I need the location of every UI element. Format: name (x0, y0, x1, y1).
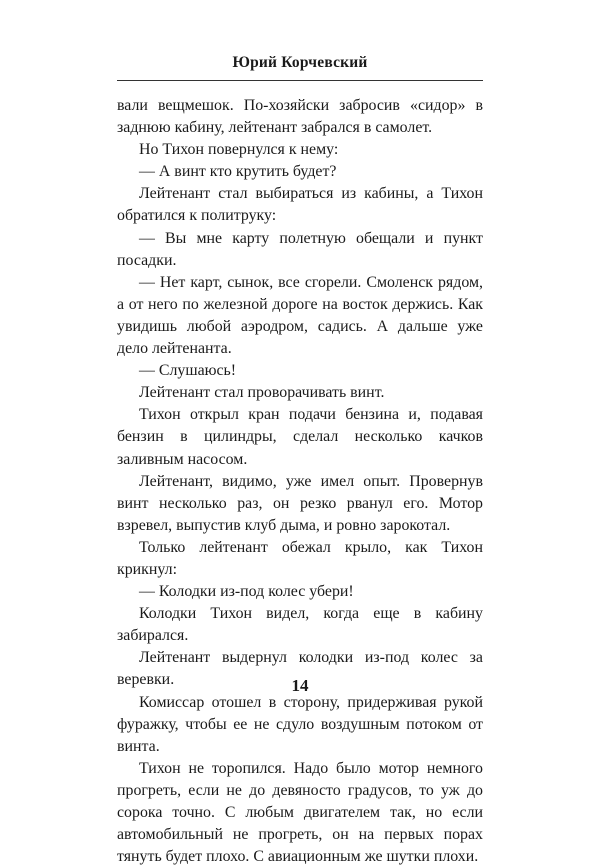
paragraph: — Слушаюсь! (139, 362, 237, 380)
paragraph: Тихон не торопился. Надо было мотор немного прогреть, если не до девяносто градусов, то уж до сорока точно. С любым двигателем так, но если автомобильный не прогреть, он на первых порах тянуть будет плохо. С авиационным же шутки плохи. (117, 759, 483, 866)
paragraph: Лейтенант выдернул колодки из-под колес за веревки. (117, 649, 483, 689)
paragraph: Но Тихон повернулся к нему: (139, 141, 339, 159)
paragraph: Тихон открыл кран подачи бензина и, подавая бензин в цилиндры, сделал несколько качков заливным насосом. (117, 406, 483, 468)
paragraph: Только лейтенант обежал крыло, как Тихон крикнул: (117, 538, 483, 578)
page-number: 14 (291, 676, 309, 695)
paragraph: Лейтенант, видимо, уже имел опыт. Провернув винт несколько раз, он резко рванул его. Мотор взревел, выпустив клуб дыма, и ровно зарокотал. (117, 472, 483, 534)
paragraph: Лейтенант стал проворачивать винт. (139, 384, 385, 402)
body-text (117, 95, 483, 868)
running-header: Юрий Корчевский (232, 54, 368, 71)
paragraph: вали вещмешок. По-хозяйски забросив «сидор» в заднюю кабину, лейтенант забрался в самолет. (117, 97, 483, 137)
paragraph: Комиссар отошел в сторону, придерживая рукой фуражку, чтобы ее не сдуло воздушным потоком от винта. (117, 693, 483, 755)
header-rule (117, 80, 483, 81)
paragraph: — Колодки из-под колес убери! (139, 583, 354, 601)
paragraph: Колодки Тихон видел, когда еще в кабину забирался. (117, 605, 483, 645)
paragraph: Лейтенант стал выбираться из кабины, а Тихон обратился к политруку: (117, 185, 483, 225)
paragraph: — А винт кто крутить будет? (139, 163, 337, 181)
paragraph: — Вы мне карту полетную обещали и пункт посадки. (117, 229, 483, 269)
paragraph: — Нет карт, сынок, все сгорели. Смоленск рядом, а от него по железной дороге на восток держись. Как увидишь любой аэродром, садись. А дальше уже дело лейтенанта. (117, 273, 483, 358)
